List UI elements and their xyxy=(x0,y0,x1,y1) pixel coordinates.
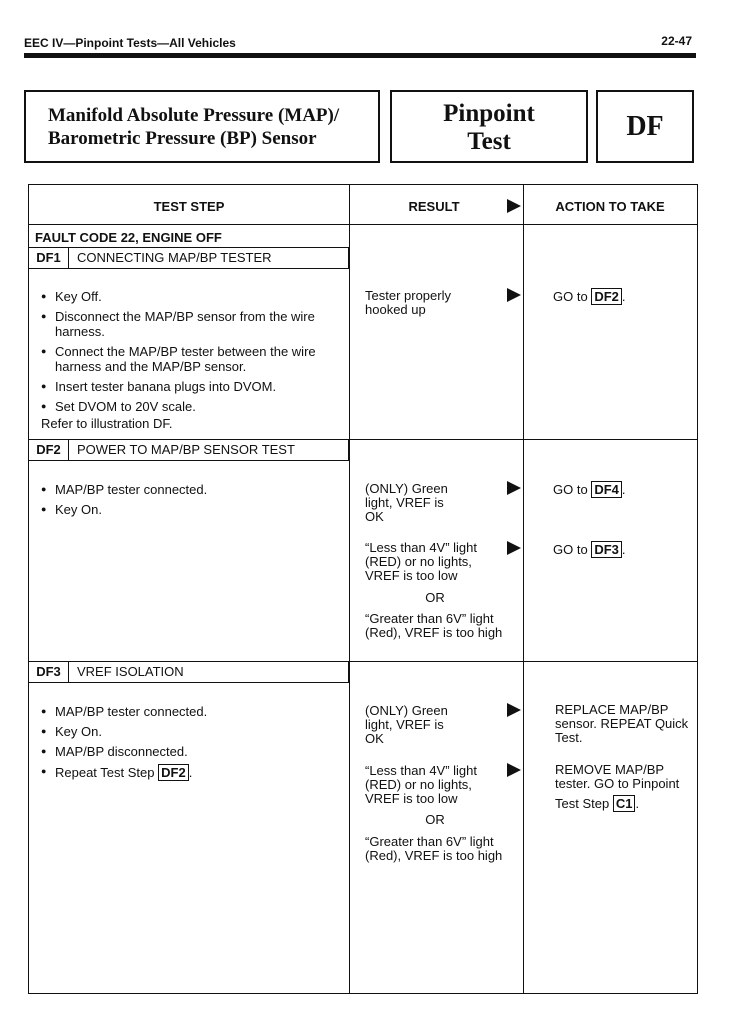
instruction-item xyxy=(41,764,341,781)
test-code: DF xyxy=(596,90,694,163)
result-text: (ONLY) Green light, VREF is OK xyxy=(365,703,448,746)
arrow-icon xyxy=(507,481,521,495)
result-or: OR xyxy=(425,812,445,827)
action-text: REPLACE MAP/BP sensor. REPEAT Quick Test. xyxy=(555,702,689,745)
test-title xyxy=(24,90,380,163)
instruction-item: ● Key Off. xyxy=(41,289,341,304)
header-rule xyxy=(24,53,696,58)
column-divider-1 xyxy=(349,185,350,993)
instruction-item: ● Disconnect the MAP/BP sensor from the wire harness. xyxy=(41,309,341,339)
row-divider-1 xyxy=(349,439,697,440)
result-text: “Greater than 6V” light (Red), VREF is too high xyxy=(365,834,503,863)
action-text xyxy=(553,288,626,305)
result-text: “Less than 4V” light (RED) or no lights, VREF is too low xyxy=(365,540,478,583)
instruction-note: Refer to illustration DF. xyxy=(41,416,173,431)
step-name: POWER TO MAP/BP SENSOR TEST xyxy=(77,442,295,457)
step-reference: DF4 xyxy=(591,481,622,498)
instruction-prefix: Repeat Test Step xyxy=(55,765,155,780)
action-suffix: . xyxy=(621,289,626,304)
column-header-test-step: TEST STEP xyxy=(153,199,225,214)
arrow-icon xyxy=(507,541,521,555)
step-df3-instructions xyxy=(41,704,341,786)
arrow-icon xyxy=(507,763,521,777)
instruction-item: ● Insert tester banana plugs into DVOM. xyxy=(41,379,341,394)
step-header-df3 xyxy=(29,661,349,683)
column-divider-2 xyxy=(523,185,524,993)
arrow-icon xyxy=(507,199,521,213)
action-text xyxy=(553,481,626,498)
step-reference: DF3 xyxy=(591,541,622,558)
arrow-icon xyxy=(507,703,521,717)
instruction-item: ● Key On. xyxy=(41,502,341,517)
result-text: “Greater than 6V” light (Red), VREF is too high xyxy=(365,611,503,640)
step-header-df1 xyxy=(29,247,349,269)
action-prefix: GO to xyxy=(553,542,588,557)
action-suffix: . xyxy=(621,482,626,497)
result-text: “Less than 4V” light (RED) or no lights, VREF is too low xyxy=(365,763,478,806)
action-prefix: Test Step xyxy=(555,796,610,811)
test-title-line1: Manifold Absolute Pressure (MAP)/ xyxy=(48,105,340,126)
test-title-line2: Barometric Pressure (BP) Sensor xyxy=(48,128,317,149)
pinpoint-label-line2: Test xyxy=(467,128,511,155)
action-prefix: GO to xyxy=(553,482,588,497)
step-reference: DF2 xyxy=(158,764,189,781)
action-suffix: . xyxy=(635,796,640,811)
action-text: REMOVE MAP/BP tester. GO to Pinpoint xyxy=(555,762,680,791)
step-df2-instructions xyxy=(41,482,341,522)
instruction-item: ● Key On. xyxy=(41,724,341,739)
instruction-item: ● MAP/BP disconnected. xyxy=(41,744,341,759)
action-text xyxy=(553,541,626,558)
step-name: VREF ISOLATION xyxy=(77,664,184,679)
step-reference: C1 xyxy=(613,795,636,812)
instruction-item: ● MAP/BP tester connected. xyxy=(41,482,341,497)
step-reference: DF2 xyxy=(591,288,622,305)
action-text xyxy=(555,795,639,812)
step-code: DF1 xyxy=(29,248,69,268)
step-df1-instructions xyxy=(41,289,341,419)
result-text: Tester properly hooked up xyxy=(365,288,451,317)
pinpoint-label-line1: Pinpoint xyxy=(443,100,535,127)
instruction-item: ● Set DVOM to 20V scale. xyxy=(41,399,341,414)
column-header-result: RESULT xyxy=(408,199,460,214)
step-code: DF2 xyxy=(29,440,69,460)
pinpoint-table xyxy=(28,184,698,994)
step-code: DF3 xyxy=(29,662,69,682)
step-name: CONNECTING MAP/BP TESTER xyxy=(77,250,272,265)
result-or: OR xyxy=(425,590,445,605)
action-suffix: . xyxy=(621,542,626,557)
column-header-action: ACTION TO TAKE xyxy=(555,199,665,214)
result-text: (ONLY) Green light, VREF is OK xyxy=(365,481,448,524)
pinpoint-test-label xyxy=(390,90,588,163)
header-divider xyxy=(29,224,697,225)
row-divider-2 xyxy=(349,661,697,662)
arrow-icon xyxy=(507,288,521,302)
page-number: 22-47 xyxy=(661,34,692,48)
instruction-suffix: . xyxy=(188,765,193,780)
step-header-df2 xyxy=(29,439,349,461)
action-prefix: GO to xyxy=(553,289,588,304)
instruction-item: ● MAP/BP tester connected. xyxy=(41,704,341,719)
instruction-item: ● Connect the MAP/BP tester between the wire harness and the MAP/BP sensor. xyxy=(41,344,341,374)
fault-code-heading: FAULT CODE 22, ENGINE OFF xyxy=(35,230,222,245)
section-header: EEC IV—Pinpoint Tests—All Vehicles xyxy=(24,36,236,50)
